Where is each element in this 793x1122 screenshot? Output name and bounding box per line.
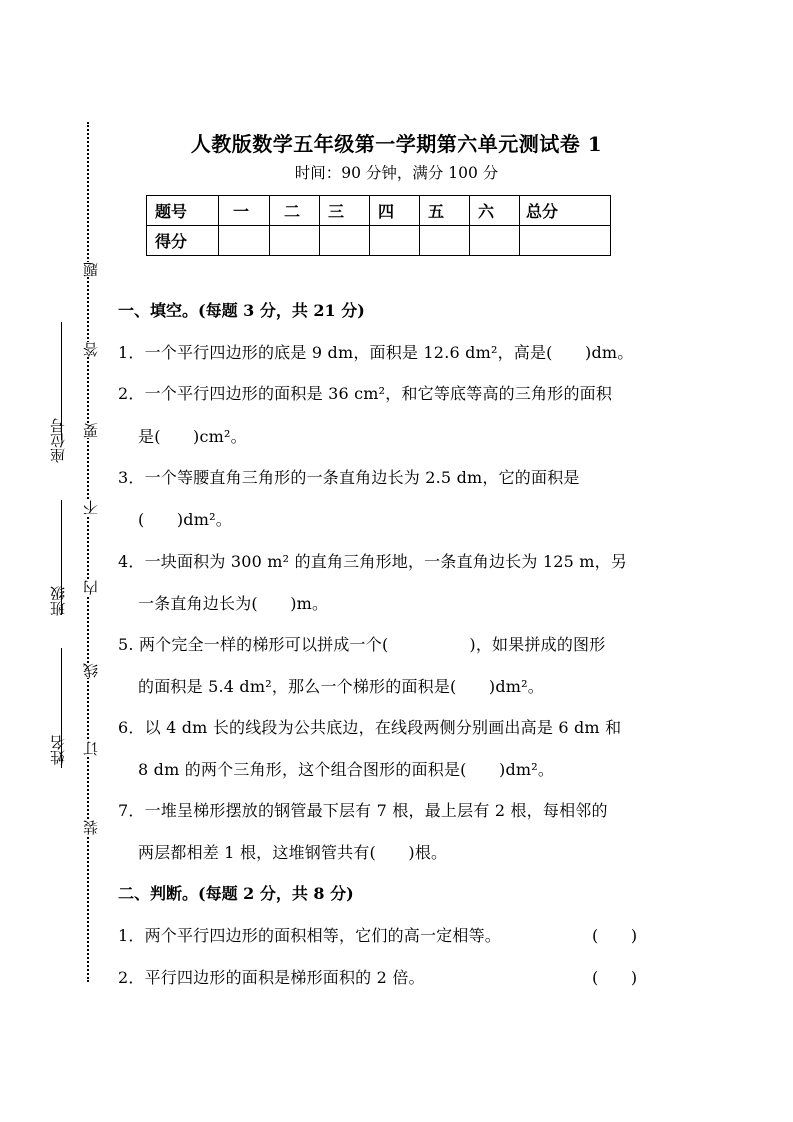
binding-char: 装 xyxy=(82,820,100,835)
table-cell: 一 xyxy=(219,196,270,226)
score-input-cell[interactable] xyxy=(520,226,611,256)
question-line: 7．一堆呈梯形摆放的钢管最下层有 7 根，最上层有 2 根，每相邻的 xyxy=(118,801,608,820)
question-line: 1．两个平行四边形的面积相等，它们的高一定相等。 xyxy=(118,926,501,945)
question-line: 一条直角边长为( )m。 xyxy=(138,594,329,613)
binding-char: 答 xyxy=(82,342,100,357)
binding-char: 内 xyxy=(82,580,100,595)
question-line: 1．一个平行四边形的底是 9 dm，面积是 12.6 dm²，高是( )dm。 xyxy=(118,343,634,362)
table-cell: 二 xyxy=(270,196,320,226)
table-cell: 总分 xyxy=(520,196,611,226)
score-input-cell[interactable] xyxy=(219,226,270,256)
question-line: 两层都相差 1 根，这堆钢管共有( )根。 xyxy=(138,843,448,862)
answer-blank[interactable]: ( ) xyxy=(592,926,638,945)
seat-number-label: 座位号 xyxy=(49,418,67,463)
name-label: 姓名 xyxy=(49,735,67,765)
score-table-header-row xyxy=(147,196,611,226)
score-table-score-row xyxy=(147,226,611,256)
question-line: 的面积是 5.4 dm²，那么一个梯形的面积是( )dm²。 xyxy=(138,677,544,696)
page-title: 人教版数学五年级第一学期第六单元测试卷 1 xyxy=(190,132,603,156)
question-line: ( )dm²。 xyxy=(138,510,232,529)
score-input-cell[interactable] xyxy=(470,226,520,256)
section1-heading: 一、填空。(每题 3 分，共 21 分) xyxy=(118,301,365,320)
table-cell: 四 xyxy=(370,196,420,226)
table-cell: 三 xyxy=(320,196,370,226)
binding-char: 不 xyxy=(82,500,100,515)
score-input-cell[interactable] xyxy=(320,226,370,256)
answer-blank[interactable]: ( ) xyxy=(592,968,638,987)
question-line: 6．以 4 dm 长的线段为公共底边，在线段两侧分别画出高是 6 dm 和 xyxy=(118,718,622,737)
question-line: 4．一块面积为 300 m² 的直角三角形地，一条直角边长为 125 m，另 xyxy=(118,552,628,571)
binding-dotted-line xyxy=(87,122,89,982)
binding-char: 订 xyxy=(82,741,100,756)
binding-char: 要 xyxy=(82,423,100,438)
section2-heading: 二、判断。(每题 2 分，共 8 分) xyxy=(118,884,354,903)
score-input-cell[interactable] xyxy=(270,226,320,256)
table-cell: 题号 xyxy=(147,196,219,226)
class-label: 班级 xyxy=(49,586,67,616)
score-input-cell[interactable] xyxy=(420,226,470,256)
binding-char: 题 xyxy=(82,262,100,277)
question-line: 8 dm 的两个三角形，这个组合图形的面积是( )dm²。 xyxy=(138,760,555,779)
binding-char: 线 xyxy=(82,663,100,678)
score-table xyxy=(146,195,611,256)
question-line: 2．平行四边形的面积是梯形面积的 2 倍。 xyxy=(118,968,425,987)
question-line: 2．一个平行四边形的面积是 36 cm²，和它等底等高的三角形的面积 xyxy=(118,384,613,403)
score-input-cell[interactable] xyxy=(370,226,420,256)
page-subtitle: 时间：90 分钟，满分 100 分 xyxy=(294,164,499,182)
question-line: 是( )cm²。 xyxy=(138,427,247,446)
question-line: 3．一个等腰直角三角形的一条直角边长为 2.5 dm，它的面积是 xyxy=(118,468,580,487)
table-cell: 六 xyxy=(470,196,520,226)
question-line: 5. 两个完全一样的梯形可以拼成一个( )，如果拼成的图形 xyxy=(118,635,606,654)
table-cell: 得分 xyxy=(147,226,219,256)
table-cell: 五 xyxy=(420,196,470,226)
